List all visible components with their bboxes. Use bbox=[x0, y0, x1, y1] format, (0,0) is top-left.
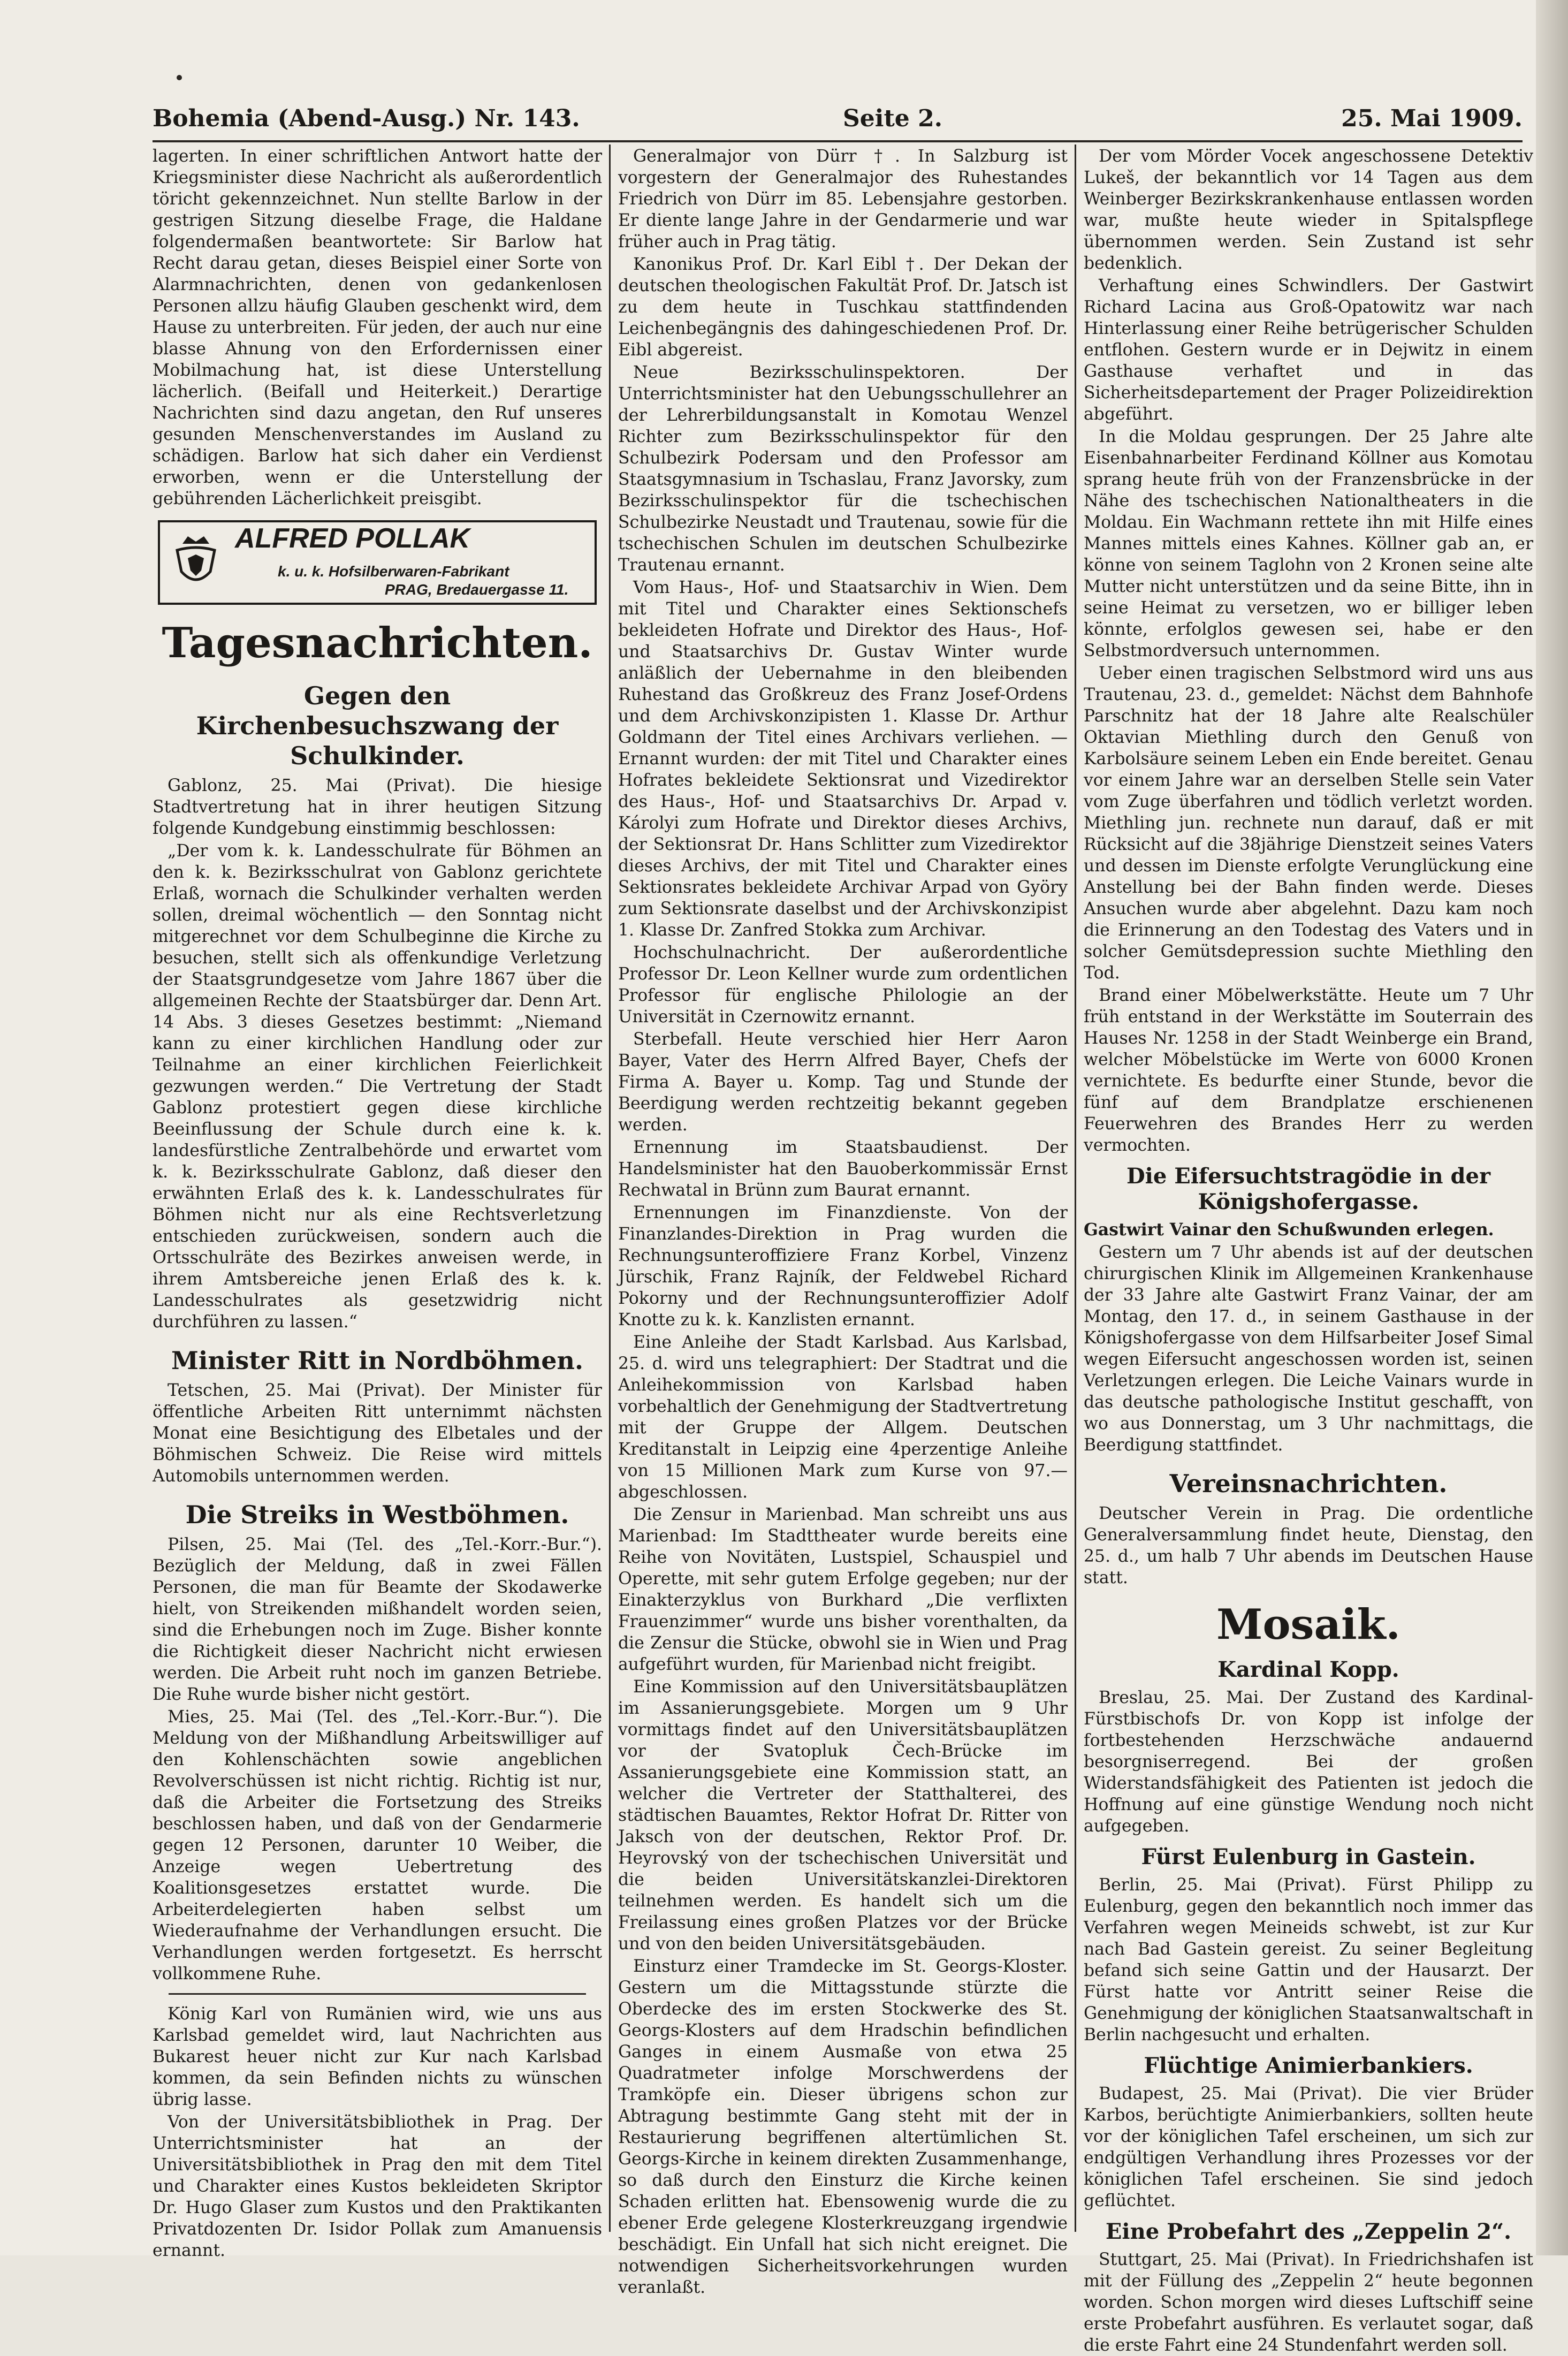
article-paragraph: Gablonz, 25. Mai (Privat). Die hiesige Stadtvertretung hat in ihrer heutigen Sitzung folgende Kundgebung einstimmig beschlossen: bbox=[153, 776, 602, 838]
page-header bbox=[153, 105, 1523, 142]
article-paragraph: Berlin, 25. Mai (Privat). Fürst Philipp zu Eulenburg, gegen den bekanntlich noch immer das Verfahren wegen Meineids schwebt, ist zur Kur nach Bad Gastein gereist. Zu seiner Begleitung befand sich seine Gattin und der Hausarzt. Der Fürst hatte vor Antritt seiner Reise die Genehmigung der königlichen Staatsanwaltschaft in Berlin nachgesucht und erhalten. bbox=[1084, 1875, 1533, 2045]
header-masthead: Bohemia (Abend-Ausg.) Nr. 143. bbox=[153, 105, 580, 132]
article-paragraph: Stuttgart, 25. Mai (Privat). In Friedrichshafen ist mit der Füllung des „Zeppelin 2“ heute begonnen worden. Schon morgen wird dieses Luftschiff seine erste Probefahrt ausführen. Es verlautet sogar, daß die erste Fahrt eine 24 Stundenfahrt werden soll. bbox=[1084, 2250, 1533, 2355]
news-item: Generalmajor von Dürr †. In Salzburg ist vorgestern der Generalmajor des Ruhestandes Friedrich von Dürr im 85. Lebensjahre gestorben. Er diente lange Jahre in der Gendarmerie und war früher auch in Prag tätig. bbox=[618, 147, 1068, 252]
news-item: Brand einer Möbelwerkstätte. Heute um 7 Uhr früh entstand in der Werkstätte im Souterrain des Hauses Nr. 1258 in der Stadt Weinberge ein Brand, welcher Möbelstücke im Werte von 6000 Kronen vernichtete. Es bedurfte einer Stunde, bevor die fünf auf dem Brandplatze erschienenen Feuerwehren des Brandes Herr zu werden vermochten. bbox=[1084, 986, 1533, 1155]
news-item: Kanonikus Prof. Dr. Karl Eibl †. Der Dekan der deutschen theologischen Fakultät Prof. Dr. Jatsch ist zu dem heute in Tuschkau stattfindenden Leichenbegängnis des dahingeschiedenen Prof. Dr. Eibl abgereist. bbox=[618, 255, 1068, 360]
news-item: Verhaftung eines Schwindlers. Der Gastwirt Richard Lacina aus Groß-Opatowitz war nach Hinterlassung einer Reihe betrügerischer Schulden entflohen. Gestern wurde er in Dejwitz in einem Gasthause verhaftet und in das Sicherheitsdepartement der Prager Polizeidirektion abgeführt. bbox=[1084, 276, 1533, 424]
article-title: Minister Ritt in Nordböhmen. bbox=[171, 1346, 583, 1375]
article-paragraph: König Karl von Rumänien wird, wie uns aus Karlsbad gemeldet wird, laut Nachrichten aus Bukarest heuer nicht zur Kur nach Karlsbad kommen, da sein Befinden nichts zu wünschen übrig lasse. bbox=[153, 2004, 602, 2109]
news-item: Der vom Mörder Vocek angeschossene Detektiv Lukeš, der bekanntlich vor 14 Tagen aus dem Weinberger Bezirkskrankenhause entlassen worden war, mußte heute wieder in Spitalspflege übernommen werden. Sein Zustand ist sehr bedenklich. bbox=[1084, 147, 1533, 273]
article-paragraph: Breslau, 25. Mai. Der Zustand des Kardinal-Fürstbischofs Dr. von Kopp ist infolge der fortbestehenden Herzschwäche andauernd besorgniserregend. Bei der großen Widerstandsfähigkeit des Patienten ist jedoch die Hoffnung auf eine günstige Wendung noch nicht aufgegeben. bbox=[1084, 1688, 1533, 1836]
news-item: Eine Kommission auf den Universitätsbauplätzen im Assanierungsgebiete. Morgen um 9 Uhr vormittags findet auf den Universitätsbauplätzen vor der Svatopluk Čech-Brücke im Assanierungsgebiete eine Kommission statt, an welcher die Vertreter der Statthalterei, des städtischen Bauamtes, Rektor Hofrat Dr. Ritter von Jaksch von der deutschen, Rektor Prof. Dr. Heyrovský von der tschechischen Universität und die beiden Universitätskanzlei-Direktoren teilnehmen werden. Es handelt sich um die Freilassung eines großen Platzes vor der Brücke und von den beiden Universitätsgebäuden. bbox=[618, 1677, 1068, 1954]
column-3 bbox=[1084, 146, 1533, 2355]
news-item: Hochschulnachricht. Der außerordentliche Professor Dr. Leon Kellner wurde zum ordentlichen Professor für englische Philologie an der Universität in Czernowitz ernannt. bbox=[618, 943, 1068, 1027]
ad-company-name: ALFRED POLLAK bbox=[235, 523, 470, 554]
column-rule-2 bbox=[1075, 145, 1076, 2232]
article-title: Flüchtige Animierbankiers. bbox=[1144, 2053, 1473, 2078]
section-title-mosaik: Mosaik. bbox=[1216, 1600, 1400, 1649]
article-paragraph: Von der Universitätsbibliothek in Prag. Der Unterrichtsminister hat an der Universitätsbibliothek in Prag den mit dem Titel und Charakter eines Kustos bekleideten Skriptor Dr. Hugo Glaser zum Kustos und den Praktikanten Privatdozenten Dr. Isidor Pollak zum Amanuensis ernannt. bbox=[153, 2112, 602, 2260]
news-item: Ernennung im Staatsbaudienst. Der Handelsminister hat den Bauoberkommissär Ernst Rechwatal in Brünn zum Baurat ernannt. bbox=[618, 1138, 1068, 1200]
section-title-vereinsnachrichten: Vereinsnachrichten. bbox=[1169, 1469, 1448, 1498]
article-paragraph: Pilsen, 25. Mai (Tel. des „Tel.-Korr.-Bur.“). Bezüglich der Meldung, daß in zwei Fällen Personen, die man für Beamte der Skodawerke hielt, von Streikenden mißhandelt worden seien, sind die Erhebungen noch im Zuge. Bisher konnte die Richtigkeit dieser Nachricht nicht erwiesen werden. Die Arbeit ruht noch im ganzen Betriebe. Die Ruhe wurde bisher nicht gestört. bbox=[153, 1535, 602, 1704]
ink-speck bbox=[177, 75, 182, 80]
article-separator bbox=[169, 1993, 586, 1995]
news-item: Eine Anleihe der Stadt Karlsbad. Aus Karlsbad, 25. d. wird uns telegraphiert: Der Stadtrat und die Anleihekommission von Karlsbad haben vorbehaltlich der Genehmigung der Stadtvertretung mit der Gruppe der Allgem. Deutschen Kreditanstalt in Leipzig eine 4perzentige Anleihe von 15 Millionen Mark zum Kurse von 97.— abgeschlossen. bbox=[618, 1333, 1068, 1502]
page-fold-shadow bbox=[1536, 0, 1568, 2255]
article-paragraph: Mies, 25. Mai (Tel. des „Tel.-Korr.-Bur.“). Die Meldung von der Mißhandlung Arbeitswilliger auf den Kohlenschächten sowie angeblichen Revolverschüssen ist nicht richtig. Richtig ist nur, daß die Arbeiter die Fortsetzung des Streiks beschlossen haben, und daß von der Gendarmerie gegen 12 Personen, darunter 10 Weiber, die Anzeige wegen Uebertretung des Koalitionsgesetzes erstattet wurde. Die Arbeiterdelegierten haben selbst um Wiederaufnahme der Verhandlungen ersucht. Die Verhandlungen werden fortgesetzt. Es herrscht vollkommene Ruhe. bbox=[153, 1707, 602, 1983]
header-date: 25. Mai 1909. bbox=[1341, 105, 1523, 132]
news-item: Vom Haus-, Hof- und Staatsarchiv in Wien. Dem mit Titel und Charakter eines Sektionschefs bekleideten Hofrate und Direktor des Haus-, Hof- und Staatsarchivs Dr. Gustav Winter wurde anläßlich der Uebernahme in den bleibenden Ruhestand das Großkreuz des Franz Josef-Ordens und dem Archivskonzipisten 1. Klasse Dr. Arthur Goldmann der Titel eines Archivars verliehen. — Ernannt wurden: der mit Titel und Charakter eines Hofrates bekleidete Sektionsrat und Vizedirektor des Haus-, Hof- und Staatsarchivs Dr. Arpad v. Károlyi zum Hofrate und Direktor dieses Archivs, der Sektionsrat Dr. Hans Schlitter zum Vizedirektor dieses Archivs, der mit Titel und Charakter eines Sektionsrates bekleidete Archivar Arpad von Györy zum Sektionsrate daselbst und der Archivskonzipist 1. Klasse Dr. Zanfred Stokka zum Archivar. bbox=[618, 578, 1068, 940]
article-title: Gegen den Kirchenbesuchszwang der Schulkinder. bbox=[196, 681, 559, 770]
news-item: Sterbefall. Heute verschied hier Herr Aaron Bayer, Vater des Herrn Alfred Bayer, Chefs der Firma A. Bayer u. Komp. Tag und Stunde der Beerdigung werden rechtzeitig bekannt gegeben werden. bbox=[618, 1030, 1068, 1135]
article-paragraph: „Der vom k. k. Landesschulrate für Böhmen an den k. k. Bezirksschulrat von Gablonz gerichtete Erlaß, wornach die Schulkinder verhalten werden sollen, dreimal wöchentlich — den Sonntag nicht mitgerechnet vor dem Schulbeginne die Kirche zu besuchen, stellt sich als offenkundige Verletzung der Staatsgrundgesetze vom Jahre 1867 über die allgemeinen Rechte der Staatsbürger dar. Denn Art. 14 Abs. 3 dieses Gesetzes bestimmt: „Niemand kann zu einer kirchlichen Handlung oder zur Teilnahme an einer kirchlichen Feierlichkeit gezwungen werden.“ Die Vertretung der Stadt Gablonz protestiert gegen diese kirchliche Beeinflussung der Schule durch eine k. k. landesfürstliche Zentralbehörde und erwartet vom k. k. Bezirksschulrate Gablonz, daß dieser den erwähnten Erlaß des k. k. Landesschulrates für Böhmen nicht nur als eine Rechtsverletzung entschieden zurückweisen, sondern auch die Ortsschulräte des Bezirkes anweisen werde, in ihrem Amtsbereiche jenen Erlaß des k. k. Landesschulrates als gesetzwidrig nicht durchführen zu lassen.“ bbox=[153, 841, 602, 1332]
ad-company-address: PRAG, Bredauergasse 11. bbox=[385, 581, 569, 598]
advertisement-pollak bbox=[158, 520, 597, 605]
news-item: Ueber einen tragischen Selbstmord wird uns aus Trautenau, 23. d., gemeldet: Nächst dem Bahnhofe Parschnitz hat der 18 Jahre alte Realschüler Oktavian Miethling durch den Genuß von Karbolsäure seinem Leben ein Ende bereitet. Genau vor einem Jahre war an derselben Stelle sein Vater vom Zuge überfahren und tödlich verletzt worden. Miethling jun. rechnete nun darauf, daß er mit Rücksicht auf die 38jährige Dienstzeit seines Vaters und dessen im Dienste erfolgte Verunglückung eine Anstellung bei der Bahn finden werde. Dieses Ansuchen wurde aber abgelehnt. Dazu kam noch die Erinnerung an den Todestag des Vaters und in solcher Gemütsdepression suchte Miethling den Tod. bbox=[1084, 664, 1533, 983]
article-title: Die Eifersuchtstragödie in der Königshofergasse. bbox=[1126, 1164, 1491, 1214]
ad-company-title: k. u. k. Hofsilberwaren-Fabrikant bbox=[278, 563, 509, 580]
column-1 bbox=[153, 146, 602, 2260]
article-paragraph: Tetschen, 25. Mai (Privat). Der Minister für öffentliche Arbeiten Ritt unternimmt nächsten Monat eine Besichtigung des Elbetales und der Böhmischen Schweiz. Die Reise wird mittels Automobils unternommen werden. bbox=[153, 1381, 602, 1486]
section-title-tagesnachrichten: Tagesnachrichten. bbox=[162, 619, 593, 667]
article-title: Eine Probefahrt des „Zeppelin 2“. bbox=[1105, 2219, 1512, 2244]
article-paragraph: Budapest, 25. Mai (Privat). Die vier Brüder Karbos, berüchtigte Animierbankiers, sollten heute vor der königlichen Tafel erscheinen, um sich zur endgültigen Verhandlung ihres Prozesses vor der königlichen Tafel erscheinen. Sie sind jedoch geflüchtet. bbox=[1084, 2084, 1533, 2210]
article-title: Fürst Eulenburg in Gastein. bbox=[1141, 1844, 1476, 1869]
article-continuation: lagerten. In einer schriftlichen Antwort hatte der Kriegsminister diese Nachricht als außerordentlich töricht gekennzeichnet. Nun stellte Barlow in der gestrigen Sitzung dieselbe Frage, die Haldane folgendermaßen beantwortete: Sir Barlow hat Recht darau getan, dieses Beispiel einer Sorte von Alarmnachrichten, denen von gedankenlosen Personen allzu häufig Glauben geschenkt wird, dem Hause zu unterbreiten. Für jeden, der auch nur eine blasse Ahnung von den Erfordernissen einer Mobilmachung hat, ist diese Unterstellung lächerlich. (Beifall und Heiterkeit.) Derartige Nachrichten sind dazu angetan, den Ruf unseres gesunden Menschenverstandes im Ausland zu schädigen. Barlow hat sich daher ein Verdienst erworben, wenn er die Unterstellung der gebührenden Lächerlichkeit preisgibt. bbox=[153, 147, 602, 508]
news-item: Die Zensur in Marienbad. Man schreibt uns aus Marienbad: Im Stadttheater wurde bereits eine Reihe von Novitäten, Lustspiel, Schauspiel und Operette, mit sehr gutem Erfolge gegeben; nur der Einakterzyklus von Burkhard „Die verflixten Frauenzimmer“ wurde uns bisher vorenthalten, da die Zensur die Stücke, obwohl sie in Wien und Prag aufgeführt wurden, für Marienbad nicht freigibt. bbox=[618, 1505, 1068, 1674]
news-item: Ernennungen im Finanzdienste. Von der Finanzlandes-Direktion in Prag wurden die Rechnungsunteroffiziere Franz Korbel, Vinzenz Jürschik, Franz Rajník, der Feldwebel Richard Pokorny und der Rechnungsunteroffizier Adolf Knotte zu k. k. Kanzlisten ernannt. bbox=[618, 1203, 1068, 1329]
article-title: Die Streiks in Westböhmen. bbox=[185, 1500, 569, 1529]
news-item: In die Moldau gesprungen. Der 25 Jahre alte Eisenbahnarbeiter Ferdinand Köllner aus Komotau sprang heute früh von der Franzensbrücke in der Nähe des tschechischen Nationaltheaters in die Moldau. Ein Wachmann rettete ihn mit Hilfe eines Mannes mittels eines Kahnes. Köllner gab an, er könne von seinem Taglohn von 2 Kronen seine alte Mutter nicht unterstützen und da seine Bitte, ihn in seine Heimat zu versetzen, wo er billiger leben könnte, erfolglos gewesen sei, habe er den Selbstmordversuch unternommen. bbox=[1084, 427, 1533, 660]
article-subtitle: Gastwirt Vainar den Schußwunden erlegen. bbox=[1084, 1220, 1494, 1240]
column-2 bbox=[618, 146, 1068, 2297]
header-rule bbox=[153, 140, 1523, 142]
column-rule-1 bbox=[609, 145, 611, 2232]
article-paragraph: Deutscher Verein in Prag. Die ordentliche Generalversammlung findet heute, Dienstag, den 25. d., um halb 7 Uhr abends im Deutschen Hause statt. bbox=[1084, 1504, 1533, 1587]
news-item: Neue Bezirksschulinspektoren. Der Unterrichtsminister hat den Uebungsschullehrer an der Lehrerbildungsanstalt in Komotau Wenzel Richter zum Bezirksschulinspektor für den Schulbezirk Podersam und den Professor am Staatsgymnasium in Tschaslau, Franz Javorsky, zum Bezirksschulinspektor für die tschechischen Schulbezirke Neustadt und Trautenau, sowie für die tschechischen Schulen im deutschen Schulbezirke Trautenau ernannt. bbox=[618, 363, 1068, 575]
header-page-number: Seite 2. bbox=[843, 105, 943, 132]
news-item: Einsturz einer Tramdecke im St. Georgs-Kloster. Gestern um die Mittagsstunde stürzte die Oberdecke des im ersten Stockwerke des St. Georgs-Klosters auf dem Hradschin befindlichen Ganges in einem Ausmaße von etwa 25 Quadratmeter infolge Morschwerdens der Tramköpfe ein. Dieser übrigens schon zur Abtragung bestimmte Gang steht mit der in Restaurierung begriffenen altertümlichen St. Georgs-Kirche in keinem direkten Zusammenhange, so daß durch den Einsturz die Kirche keinen Schaden erlitten hat. Ebensowenig wurde die zu ebener Erde gelegene Klosterkreuzgang irgendwie beschädigt. Ein Unfall hat sich nicht ereignet. Die notwendigen Sicherheitsvorkehrungen wurden veranlaßt. bbox=[618, 1957, 1068, 2297]
crown-eagle-emblem-icon bbox=[172, 534, 220, 590]
article-title: Kardinal Kopp. bbox=[1217, 1657, 1399, 1682]
article-paragraph: Gestern um 7 Uhr abends ist auf der deutschen chirurgischen Klinik im Allgemeinen Krankenhause der 33 Jahre alte Gastwirt Franz Vainar, der am Montag, den 17. d., in seinem Gasthause in der Königshofergasse von dem Hilfsarbeiter Josef Simal wegen Eifersucht angeschossen worden ist, seinen Verletzungen erlegen. Die Leiche Vainars wurde in das deutsche pathologische Institut geschafft, von wo aus Donnerstag, um 3 Uhr nachmittags, die Beerdigung stattfindet. bbox=[1084, 1243, 1533, 1455]
